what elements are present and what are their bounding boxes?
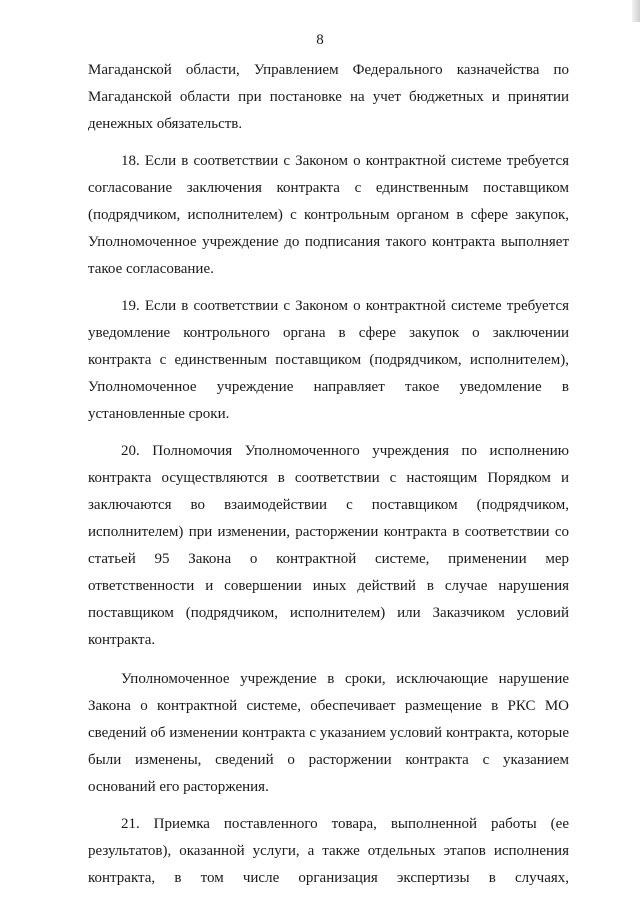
paragraph-continuation: Магаданской области, Управлением Федерального казначейства по Магаданской области при постановке на учет бюджетных и принятии денежных обязательств. [88, 62, 569, 132]
page-number: 8 [316, 32, 324, 48]
paragraph-20-continued: Уполномоченное учреждение в сроки, исключающие нарушение Закона о контрактной системе, обеспечивает размещение в РКС МО сведений об изменении контракта с указанием условий контракта, которые были изменены, сведений о расторжении контракта с указанием оснований его расторжения. [88, 671, 569, 795]
paragraph-21: 21. Приемка поставленного товара, выполненной работы (ее результатов), оказанной услуги, а также отдельных этапов исполнения контракта, в том числе организация экспертизы в случаях, [88, 816, 569, 886]
paragraph-19: 19. Если в соответствии с Законом о контрактной системе требуется уведомление контрольного органа в сфере закупок о заключении контракта с единственным поставщиком (подрядчиком, исполнителем), Уполномоченное учреждение направляет такое уведомление в установленные сроки. [88, 298, 569, 422]
document-body [88, 57, 569, 892]
scan-edge-shadow [632, 0, 640, 22]
paragraph-20: 20. Полномочия Уполномоченного учреждения по исполнению контракта осуществляются в соответствии с настоящим Порядком и заключаются во взаимодействии с поставщиком (подрядчиком, исполнителем) при изменении, расторжении контракта в соответствии со статьей 95 Закона о контрактной системе, применении мер ответственности и совершении иных действий в случае нарушения поставщиком (подрядчиком, исполнителем) или Заказчиком условий контракта. [88, 443, 569, 648]
paragraph-18: 18. Если в соответствии с Законом о контрактной системе требуется согласование заключения контракта с единственным поставщиком (подрядчиком, исполнителем) с контрольным органом в сфере закупок, Уполномоченное учреждение до подписания такого контракта выполняет такое согласование. [88, 153, 569, 277]
